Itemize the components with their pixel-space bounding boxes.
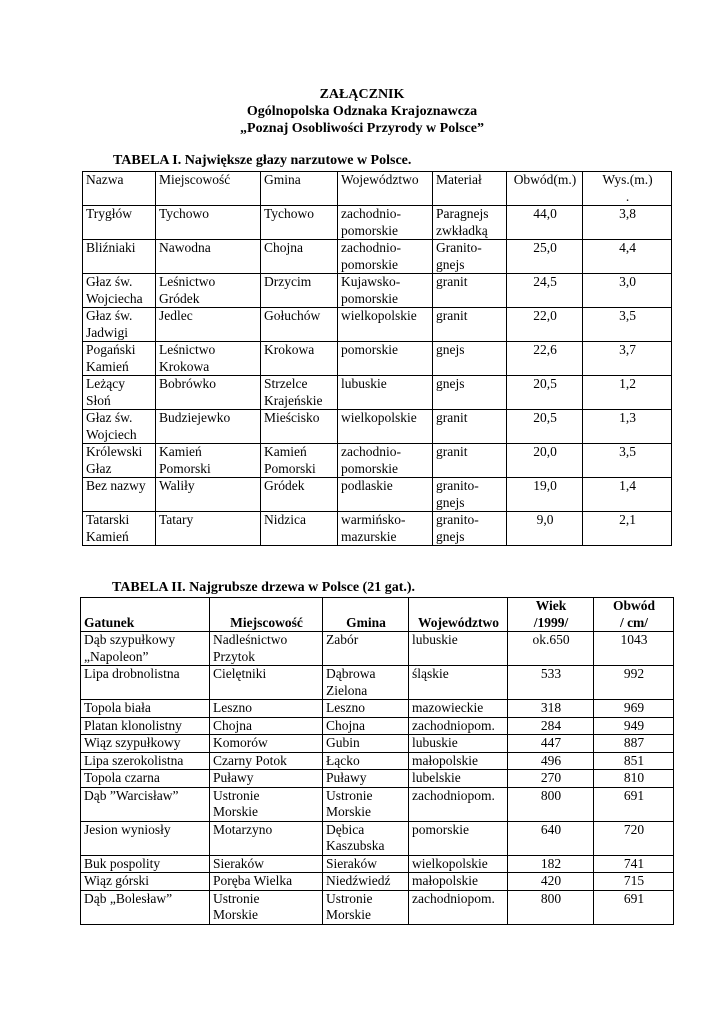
- table2-cell: Poręba Wielka: [210, 873, 323, 891]
- table1-cell: podlaskie: [338, 478, 433, 512]
- table2-row: [81, 873, 674, 891]
- table1-cell: 3,7: [583, 342, 672, 376]
- table2-cell: Sieraków: [323, 855, 409, 873]
- table1-cell: Strzelce Krajeńskie: [261, 376, 338, 410]
- table2-row: [81, 700, 674, 718]
- table2-cell: Chojna: [210, 717, 323, 735]
- table2-cell: Ustronie Morskie: [323, 890, 409, 924]
- table1-cell: 1,4: [583, 478, 672, 512]
- document-subtitle: Ogólnopolska Odznaka Krajoznawcza: [246, 104, 478, 119]
- table2-cell: małopolskie: [409, 752, 508, 770]
- document-title: ZAŁĄCZNIK: [319, 87, 405, 102]
- table1-cell: 25,0: [507, 240, 583, 274]
- table1-cell: Tychowo: [261, 206, 338, 240]
- table2-header-cell: Miejscowość: [210, 598, 323, 632]
- table1-cell: Głaz św. Wojciecha: [83, 274, 156, 308]
- table1-cell: granit: [433, 274, 507, 308]
- table2-cell: 270: [508, 770, 594, 788]
- table2-cell: 691: [594, 787, 674, 821]
- table2-cell: 800: [508, 787, 594, 821]
- table2-cell: pomorskie: [409, 821, 508, 855]
- table2-header-cell: Województwo: [409, 598, 508, 632]
- table1-header-cell: Miejscowość: [156, 172, 261, 206]
- table1-cell: Paragnejs zwkładką: [433, 206, 507, 240]
- table1-cell: Leżący Słoń: [83, 376, 156, 410]
- table2-cell: Komorów: [210, 735, 323, 753]
- table2-cell: Dąb szypułkowy „Napoleon”: [81, 632, 210, 666]
- table1-row: [83, 478, 672, 512]
- table2-cell: Sieraków: [210, 855, 323, 873]
- table2-cell: Zabór: [323, 632, 409, 666]
- table1-cell: Kujawsko- pomorskie: [338, 274, 433, 308]
- table2-cell: 741: [594, 855, 674, 873]
- table2-cell: 851: [594, 752, 674, 770]
- table1-cell: 19,0: [507, 478, 583, 512]
- table1-caption: TABELA I. Największe głazy narzutowe w Polsce.: [113, 153, 412, 168]
- table2-row: [81, 770, 674, 788]
- table2-cell: 949: [594, 717, 674, 735]
- table1-cell: Mieścisko: [261, 410, 338, 444]
- table2-cell: 284: [508, 717, 594, 735]
- table1-cell: Bobrówko: [156, 376, 261, 410]
- table1-row: [83, 240, 672, 274]
- table2-cell: Niedźwiedź: [323, 873, 409, 891]
- table2-cell: Czarny Potok: [210, 752, 323, 770]
- table2-row: [81, 752, 674, 770]
- table2-row: [81, 890, 674, 924]
- table2-cell: śląskie: [409, 666, 508, 700]
- table1-cell: wielkopolskie: [338, 308, 433, 342]
- table1-cell: granito- gnejs: [433, 478, 507, 512]
- table2-cell: 992: [594, 666, 674, 700]
- table1-header-cell: Nazwa: [83, 172, 156, 206]
- table1-cell: Waliły: [156, 478, 261, 512]
- table1-cell: Jedlec: [156, 308, 261, 342]
- table1-cell: granit: [433, 444, 507, 478]
- table1-cell: pomorskie: [338, 342, 433, 376]
- table1-cell: Bliźniaki: [83, 240, 156, 274]
- table1-cell: 3,5: [583, 308, 672, 342]
- table2-cell: 810: [594, 770, 674, 788]
- table1-cell: Trygłów: [83, 206, 156, 240]
- table2-cell: 640: [508, 821, 594, 855]
- table1-header-cell: Województwo: [338, 172, 433, 206]
- table1-cell: Nidzica: [261, 512, 338, 546]
- table1-cell: 3,8: [583, 206, 672, 240]
- table2-cell: 720: [594, 821, 674, 855]
- table2-row: [81, 855, 674, 873]
- table1-row: [83, 410, 672, 444]
- table2-header-cell: Wiek /1999/: [508, 598, 594, 632]
- table2-cell: lubuskie: [409, 735, 508, 753]
- table1-row: [83, 342, 672, 376]
- table1-header-cell: Gmina: [261, 172, 338, 206]
- table2-cell: Nadleśnictwo Przytok: [210, 632, 323, 666]
- table1-cell: Granito- gnejs: [433, 240, 507, 274]
- table1-cell: Budziejewko: [156, 410, 261, 444]
- table2-cell: Dębica Kaszubska: [323, 821, 409, 855]
- table2-cell: mazowieckie: [409, 700, 508, 718]
- table2-cell: 182: [508, 855, 594, 873]
- table1-cell: 9,0: [507, 512, 583, 546]
- table2-header-cell: Obwód / cm/: [594, 598, 674, 632]
- table2-cell: Puławy: [210, 770, 323, 788]
- table2-cell: Lipa drobnolistna: [81, 666, 210, 700]
- table2-cell: zachodniopom.: [409, 890, 508, 924]
- table2-cell: 496: [508, 752, 594, 770]
- document-subtitle-quote: „Poznaj Osobliwości Przyrody w Polsce”: [240, 121, 484, 136]
- table2-cell: Łącko: [323, 752, 409, 770]
- table1-row: [83, 308, 672, 342]
- table2-cell: Leszno: [323, 700, 409, 718]
- table2-cell: 800: [508, 890, 594, 924]
- table1-cell: zachodnio- pomorskie: [338, 444, 433, 478]
- table2-cell: Gubin: [323, 735, 409, 753]
- table2-cell: lubuskie: [409, 632, 508, 666]
- table1-cell: Drzycim: [261, 274, 338, 308]
- table2-row: [81, 735, 674, 753]
- table1-cell: Krokowa: [261, 342, 338, 376]
- table2-cell: 447: [508, 735, 594, 753]
- table2-cell: 715: [594, 873, 674, 891]
- table1-cell: granit: [433, 410, 507, 444]
- table1-cell: 24,5: [507, 274, 583, 308]
- trees-table: [80, 597, 674, 925]
- table1-header-cell: Wys.(m.) .: [583, 172, 672, 206]
- table1-cell: Chojna: [261, 240, 338, 274]
- table1-cell: 22,6: [507, 342, 583, 376]
- table1-cell: 1,2: [583, 376, 672, 410]
- table1-row: [83, 274, 672, 308]
- table1-cell: Głaz św. Jadwigi: [83, 308, 156, 342]
- table1-cell: Kamień Pomorski: [261, 444, 338, 478]
- table2-row: [81, 632, 674, 666]
- table2-header-row: [81, 598, 674, 632]
- table2-cell: zachodniopom.: [409, 787, 508, 821]
- table1-cell: warmińsko- mazurskie: [338, 512, 433, 546]
- table2-cell: Lipa szerokolistna: [81, 752, 210, 770]
- table2-cell: 969: [594, 700, 674, 718]
- table2-cell: Platan klonolistny: [81, 717, 210, 735]
- table2-cell: Buk pospolity: [81, 855, 210, 873]
- table2-cell: Dąbrowa Zielona: [323, 666, 409, 700]
- table2-row: [81, 787, 674, 821]
- table2-row: [81, 717, 674, 735]
- table1-cell: granit: [433, 308, 507, 342]
- table1-header: [83, 172, 672, 206]
- table2-cell: Wiąz szypułkowy: [81, 735, 210, 753]
- table1-cell: Głaz św. Wojciech: [83, 410, 156, 444]
- table1-cell: lubuskie: [338, 376, 433, 410]
- table2-cell: Ustronie Morskie: [323, 787, 409, 821]
- table1-cell: Nawodna: [156, 240, 261, 274]
- table2-header-cell: Gatunek: [81, 598, 210, 632]
- table2-caption: TABELA II. Najgrubsze drzewa w Polsce (21 gat.).: [112, 580, 416, 595]
- table2-cell: Topola czarna: [81, 770, 210, 788]
- table2-cell: Cielętniki: [210, 666, 323, 700]
- table1-body: [83, 206, 672, 546]
- table2-cell: 533: [508, 666, 594, 700]
- table2-cell: małopolskie: [409, 873, 508, 891]
- boulders-table: [82, 171, 672, 546]
- table2-header: [81, 598, 674, 632]
- table2-cell: lubelskie: [409, 770, 508, 788]
- table1-cell: Pogański Kamień: [83, 342, 156, 376]
- table2-cell: 420: [508, 873, 594, 891]
- table1-cell: 20,0: [507, 444, 583, 478]
- table1-cell: 20,5: [507, 376, 583, 410]
- table2-header-cell: Gmina: [323, 598, 409, 632]
- table1-cell: zachodnio- pomorskie: [338, 206, 433, 240]
- table1-cell: 3,5: [583, 444, 672, 478]
- table1-cell: Tatarski Kamień: [83, 512, 156, 546]
- table1-cell: gnejs: [433, 376, 507, 410]
- table2-cell: Ustronie Morskie: [210, 890, 323, 924]
- table1-row: [83, 376, 672, 410]
- table1-cell: 3,0: [583, 274, 672, 308]
- table2-cell: 1043: [594, 632, 674, 666]
- table1-cell: granito- gnejs: [433, 512, 507, 546]
- table2-cell: zachodniopom.: [409, 717, 508, 735]
- table1-cell: 1,3: [583, 410, 672, 444]
- table1-cell: Tatary: [156, 512, 261, 546]
- table1-cell: Tychowo: [156, 206, 261, 240]
- table2-cell: 691: [594, 890, 674, 924]
- table1-cell: Bez nazwy: [83, 478, 156, 512]
- table1-header-cell: Materiał: [433, 172, 507, 206]
- table1-row: [83, 444, 672, 478]
- table1-cell: Gołuchów: [261, 308, 338, 342]
- table1-cell: zachodnio- pomorskie: [338, 240, 433, 274]
- table1-cell: 44,0: [507, 206, 583, 240]
- table2-cell: Ustronie Morskie: [210, 787, 323, 821]
- table2-cell: Puławy: [323, 770, 409, 788]
- table1-row: [83, 512, 672, 546]
- table1-cell: Leśnictwo Gródek: [156, 274, 261, 308]
- table2-row: [81, 666, 674, 700]
- table1-cell: Gródek: [261, 478, 338, 512]
- table2-cell: wielkopolskie: [409, 855, 508, 873]
- table2-cell: 318: [508, 700, 594, 718]
- table2-cell: Wiąz górski: [81, 873, 210, 891]
- table2-cell: Topola biała: [81, 700, 210, 718]
- table2-cell: 887: [594, 735, 674, 753]
- table2-cell: Dąb ”Warcisław”: [81, 787, 210, 821]
- table1-cell: 2,1: [583, 512, 672, 546]
- table2-cell: Leszno: [210, 700, 323, 718]
- table2-cell: Chojna: [323, 717, 409, 735]
- table1-cell: 22,0: [507, 308, 583, 342]
- table2-cell: Dąb „Bolesław”: [81, 890, 210, 924]
- table1-cell: 4,4: [583, 240, 672, 274]
- table2-cell: Jesion wyniosły: [81, 821, 210, 855]
- table2-body: [81, 632, 674, 925]
- table1-header-row: [83, 172, 672, 206]
- table2-cell: Motarzyno: [210, 821, 323, 855]
- table1-row: [83, 206, 672, 240]
- table2-row: [81, 821, 674, 855]
- table1-cell: gnejs: [433, 342, 507, 376]
- table2-cell: ok.650: [508, 632, 594, 666]
- table1-cell: Kamień Pomorski: [156, 444, 261, 478]
- table1-cell: wielkopolskie: [338, 410, 433, 444]
- table1-cell: Królewski Głaz: [83, 444, 156, 478]
- table1-cell: Leśnictwo Krokowa: [156, 342, 261, 376]
- table1-header-cell: Obwód(m.): [507, 172, 583, 206]
- table1-cell: 20,5: [507, 410, 583, 444]
